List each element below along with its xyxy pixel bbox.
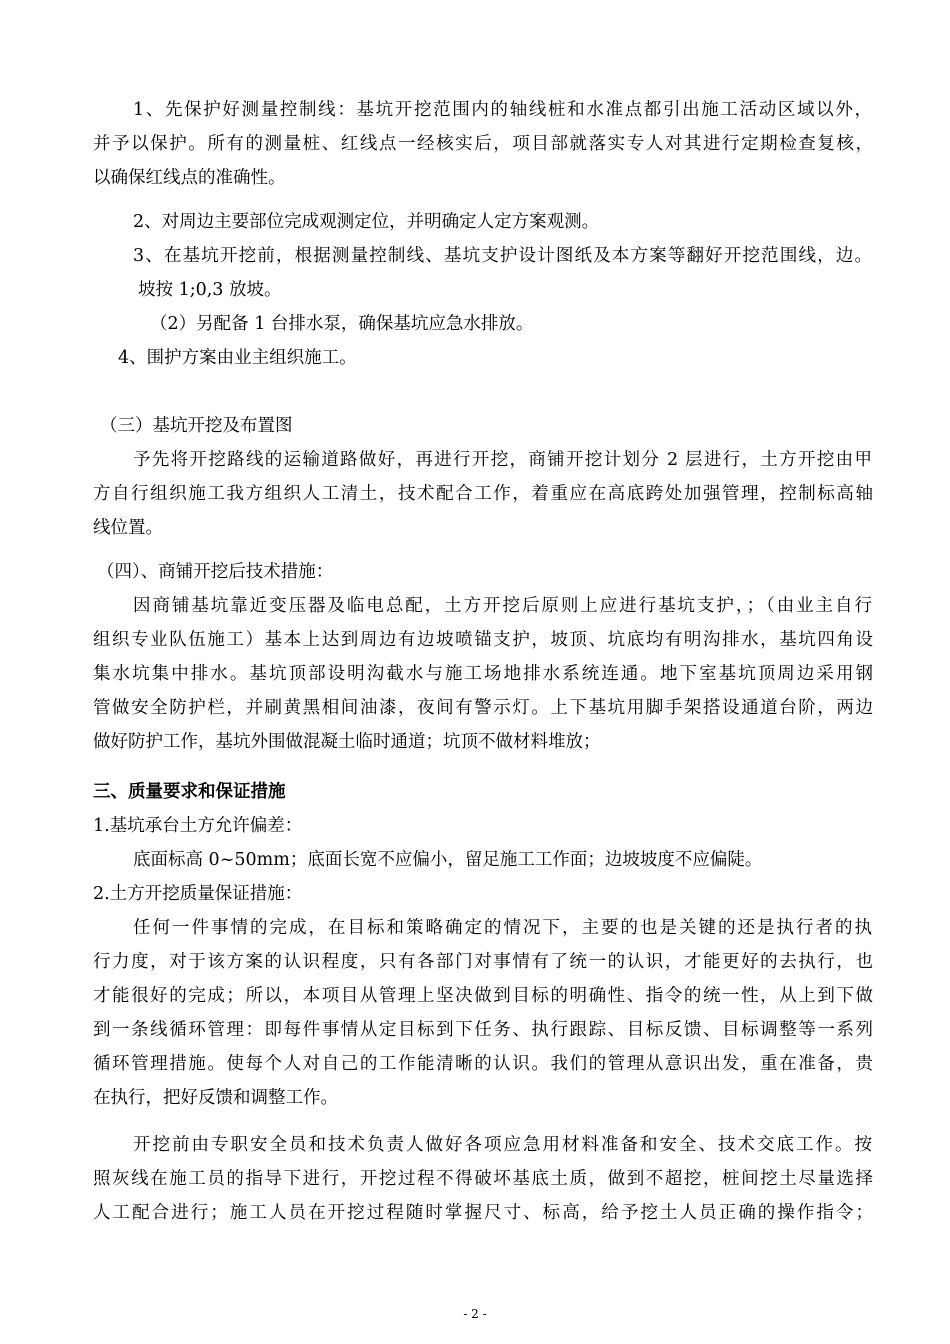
paragraph-line: 1、先保护好测量控制线：基坑开挖范围内的轴线桩和水准点都引出施工活动区域以外，	[133, 100, 872, 120]
paragraph-line: 坡按 1;0,3 放坡。	[138, 280, 282, 300]
paragraph-line: 行力度，对于该方案的认识程度，只有各部门对事情有了统一的认识，才能更好的去执行，也	[93, 952, 873, 972]
paragraph-line: 集水坑集中排水。基坑顶部设明沟截水与施工场地排水系统连通。地下室基坑顶周边采用钢	[93, 664, 873, 684]
paragraph-line: 才能很好的完成；所以，本项目从管理上坚决做到目标的明确性、指令的统一性，从上到下做	[93, 986, 873, 1006]
paragraph-line: 人工配合进行；施工人员在开挖过程随时掌握尺寸、标高，给予挖土人员正确的操作指令；	[93, 1203, 873, 1223]
paragraph-line: 开挖前由专职安全员和技术负责人做好各项应急用材料准备和安全、技术交底工作。按	[133, 1135, 872, 1155]
paragraph-line: （2）另配备 1 台排水泵，确保基坑应急水排放。	[150, 314, 534, 334]
paragraph-line: 管做安全防护栏，并刷黄黑相间油漆，夜间有警示灯。上下基坑用脚手架搭设通道台阶，两边	[93, 698, 873, 718]
paragraph-line: 底面标高 0~50mm；底面长宽不应偏小，留足施工工作面；边坡坡度不应偏陡。	[133, 850, 763, 870]
paragraph-line: 循环管理措施。使每个人对自己的工作能清晰的认识。我们的管理从意识出发，重在准备，贵	[93, 1054, 873, 1074]
paragraph-line: 并予以保护。所有的测量桩、红线点一经核实后，项目部就落实专人对其进行定期检查复核，	[93, 134, 873, 154]
section-heading-bold: 三、质量要求和保证措施	[93, 782, 286, 802]
paragraph-line: 照灰线在施工员的指导下进行，开挖过程不得破坏基底土质，做到不超挖，桩间挖土尽量选择	[93, 1169, 873, 1189]
page-number: - 2 -	[463, 1307, 487, 1321]
paragraph-line: 2、对周边主要部位完成观测定位，并明确定人定方案观测。	[133, 212, 600, 232]
paragraph-line: 到一条线循环管理：即每件事情从定目标到下任务、执行跟踪、目标反馈、目标调整等一系列	[93, 1020, 873, 1040]
paragraph-line: 做好防护工作，基坑外围做混凝土临时通道；坑顶不做材料堆放；	[93, 732, 601, 752]
paragraph-line: 以确保红线点的准确性。	[93, 168, 286, 188]
paragraph-line: 4、围护方案由业主组织施工。	[118, 348, 357, 368]
section-heading: （四）、商铺开挖后技术措施：	[97, 562, 334, 582]
paragraph-line: 予先将开挖路线的运输道路做好，再进行开挖，商铺开挖计划分 2 层进行，土方开挖由甲	[133, 450, 872, 470]
sub-heading: 1.基坑承台土方允许偏差：	[93, 816, 303, 836]
paragraph-line: 组织专业队伍施工）基本上达到周边有边坡喷锚支护，坡顶、坑底均有明沟排水，基坑四角设	[93, 630, 873, 650]
paragraph-line: 线位置。	[93, 518, 163, 538]
paragraph-line: 方自行组织施工我方组织人工清土，技术配合工作，着重应在高底跨处加强管理，控制标高轴	[93, 484, 873, 504]
paragraph-line: 3、在基坑开挖前，根据测量控制线、基坑支护设计图纸及本方案等翻好开挖范围线，边。	[133, 246, 872, 266]
paragraph-line: 任何一件事情的完成，在目标和策略确定的情况下，主要的也是关键的还是执行者的执	[133, 918, 872, 938]
paragraph-line: 因商铺基坑靠近变压器及临电总配，土方开挖后原则上应进行基坑支护，；（由业主自行	[133, 596, 872, 616]
paragraph-line: 在执行，把好反馈和调整工作。	[93, 1088, 338, 1108]
sub-heading: 2.土方开挖质量保证措施：	[93, 884, 303, 904]
section-heading: （三）基坑开挖及布置图	[100, 416, 293, 436]
